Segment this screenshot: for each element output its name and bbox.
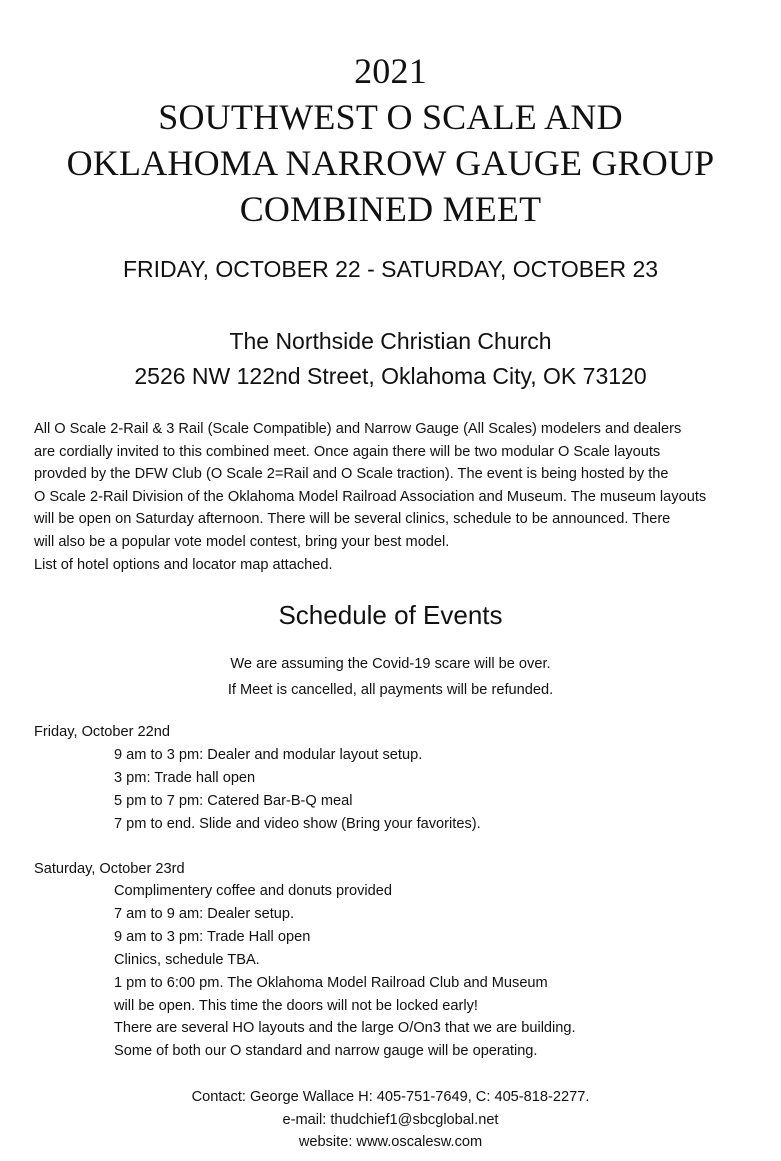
schedule-heading: Schedule of Events xyxy=(278,600,503,630)
title-line-4: COMBINED MEET xyxy=(239,189,542,229)
venue-address: 2526 NW 122nd Street, Oklahoma City, OK 73120 xyxy=(134,363,647,389)
schedule-item: 1 pm to 6:00 pm. The Oklahoma Model Railroad Club and Museum xyxy=(114,975,548,991)
intro-line: provded by the DFW Club (O Scale 2=Rail and O Scale traction). The event is being hosted by the xyxy=(34,466,669,483)
contact-website: website: www.oscalesw.com xyxy=(298,1134,483,1150)
event-title xyxy=(0,48,781,232)
event-dates: FRIDAY, OCTOBER 22 - SATURDAY, OCTOBER 23 xyxy=(122,256,659,282)
covid-notice xyxy=(0,651,781,703)
schedule-item: Clinics, schedule TBA. xyxy=(114,952,260,968)
friday-title: Friday, October 22nd xyxy=(34,724,171,740)
schedule-item: Complimentery coffee and donuts provided xyxy=(114,883,392,899)
intro-line: All O Scale 2-Rail & 3 Rail (Scale Compatible) and Narrow Gauge (All Scales) modelers and dealers xyxy=(34,421,682,437)
saturday-title: Saturday, October 23rd xyxy=(34,861,185,877)
intro-line: are cordially invited to this combined meet. Once again there will be two modular O Scale layouts xyxy=(34,443,661,460)
title-year: 2021 xyxy=(354,51,427,91)
intro-line: List of hotel options and locator map attached. xyxy=(34,556,333,573)
schedule-item: 3 pm: Trade hall open xyxy=(114,770,256,786)
notice-line: If Meet is cancelled, all payments will be refunded. xyxy=(227,682,554,698)
schedule-item: There are several HO layouts and the large O/On3 that we are building. xyxy=(114,1020,576,1036)
notice-line: We are assuming the Covid-19 scare will be over. xyxy=(230,656,551,672)
schedule-item: Some of both our O standard and narrow gauge will be operating. xyxy=(114,1043,538,1059)
contact-phones: Contact: George Wallace H: 405-751-7649, C: 405-818-2277. xyxy=(191,1089,590,1105)
title-line-3: OKLAHOMA NARROW GAUGE GROUP xyxy=(66,143,715,183)
venue-name: The Northside Christian Church xyxy=(229,328,552,354)
schedule-item: 5 pm to 7 pm: Catered Bar-B-Q meal xyxy=(114,793,353,809)
schedule-item: 7 pm to end. Slide and video show (Bring your favorites). xyxy=(114,816,481,832)
intro-paragraph xyxy=(34,418,769,576)
schedule-item: will be open. This time the doors will not be locked early! xyxy=(114,998,478,1014)
intro-line: will also be a popular vote model contest, bring your best model. xyxy=(34,533,450,550)
venue xyxy=(0,324,781,394)
intro-line: will be open on Saturday afternoon. There will be several clinics, schedule to be announced. There xyxy=(34,511,671,528)
contact-email: e-mail: thudchief1@sbcglobal.net xyxy=(282,1111,499,1128)
title-line-2: SOUTHWEST O SCALE AND xyxy=(158,97,623,137)
contact-info xyxy=(0,1086,781,1154)
schedule-item: 7 am to 9 am: Dealer setup. xyxy=(114,906,295,922)
schedule-item: 9 am to 3 pm: Trade Hall open xyxy=(114,929,311,945)
schedule-item: 9 am to 3 pm: Dealer and modular layout setup. xyxy=(114,747,423,763)
intro-line: O Scale 2-Rail Division of the Oklahoma Model Railroad Association and Museum. The museum layouts xyxy=(34,488,707,505)
